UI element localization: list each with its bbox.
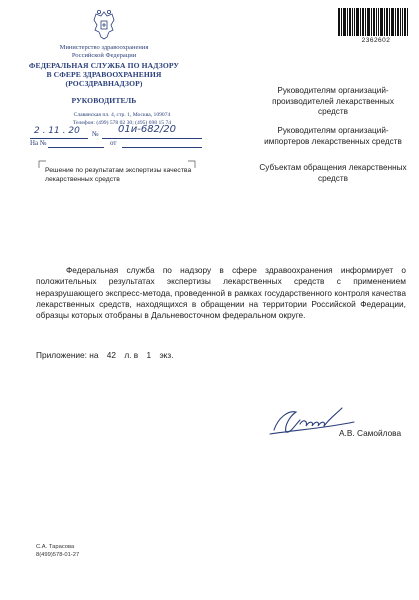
number-sign: №: [92, 130, 99, 138]
recipient-2: Руководителям организаций-импортеров лекарственных средств: [264, 126, 402, 146]
signatory-name: А.В. Самойлова: [339, 428, 402, 438]
service-line-1: ФЕДЕРАЛЬНАЯ СЛУЖБА ПО НАДЗОРУ: [28, 61, 180, 70]
appendix-sheets-unit: л. в: [124, 350, 139, 360]
phone: Телефон: (499) 578 02 30; (495) 698 15 74: [72, 120, 172, 126]
ot-underline: [122, 147, 202, 148]
ministry-line-2: Российской Федерации: [71, 52, 137, 59]
barcode: [338, 8, 408, 36]
appendix-label: Приложение: на: [36, 350, 99, 360]
body-paragraph: Федеральная служба по надзору в сфере здравоохранения информирует о положительных результатах экспертизы лекарственных средств с применением неразрушающего экспресс-метода, проведенной в рамках государственного контроля качества лекарственных средств, находящихся в обращении на территории Российской Федерации, образцы которых отобраны в Дальневосточном федеральном округе.: [36, 265, 406, 321]
appendix-line: [36, 350, 174, 360]
head-title: РУКОВОДИТЕЛЬ: [71, 96, 137, 105]
coat-of-arms-emblem: [88, 8, 120, 42]
executor-name: С.А. Тарасова: [36, 544, 75, 550]
number-underline: [102, 138, 202, 139]
na-label: На №: [30, 139, 47, 147]
recipient-3: Субъектам обращения лекарственных средств: [259, 163, 407, 183]
subject: Решение по результатам экспертизы качества лекарственных средств: [45, 167, 192, 183]
service-line-2: В СФЕРЕ ЗДРАВООХРАНЕНИЯ: [46, 70, 162, 79]
ministry-line-1: Министерство здравоохранения: [59, 44, 149, 51]
executor-phone: 8(499)578-01-27: [36, 551, 80, 558]
appendix-copies-unit: экз.: [159, 350, 174, 360]
ot-label: от: [110, 139, 117, 147]
address: Славянская пл. 4, стр. 1, Москва, 109074: [73, 112, 171, 118]
service-line-3: (РОСЗДРАВНАДЗОР): [65, 79, 143, 88]
na-underline: [48, 147, 104, 148]
barcode-number: 2362602: [361, 37, 391, 44]
recipient-1: Руководителям организаций-производителей лекарственных средств: [272, 86, 394, 116]
number-handwritten: 01и-682/20: [118, 124, 177, 135]
appendix-sheets: 42: [106, 350, 117, 360]
date-handwritten: 2 . 11 . 20: [34, 126, 80, 136]
appendix-copies: 1: [146, 350, 152, 360]
executor-block: [36, 544, 79, 559]
